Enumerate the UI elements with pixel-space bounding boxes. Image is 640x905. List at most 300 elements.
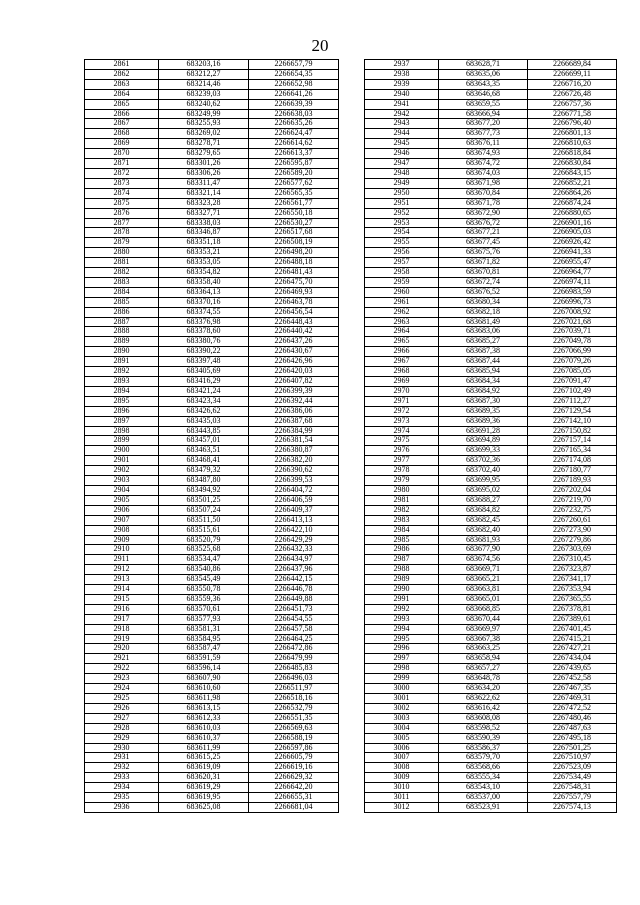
point-number-cell: 2885 <box>85 297 159 307</box>
x-coordinate-cell: 683487,80 <box>159 476 249 486</box>
table-row <box>365 89 617 99</box>
y-coordinate-cell: 2266771,58 <box>528 109 617 119</box>
table-row <box>365 416 617 426</box>
y-coordinate-cell: 2266757,36 <box>528 99 617 109</box>
table-row <box>365 763 617 773</box>
y-coordinate-cell: 2267129,54 <box>528 406 617 416</box>
point-number-cell: 2861 <box>85 60 159 70</box>
x-coordinate-cell: 683685,27 <box>439 337 528 347</box>
y-coordinate-cell: 2266481,43 <box>249 268 339 278</box>
table-row <box>365 555 617 565</box>
y-coordinate-cell: 2267472,52 <box>528 703 617 713</box>
y-coordinate-cell: 2266382,20 <box>249 456 339 466</box>
y-coordinate-cell: 2266654,35 <box>249 69 339 79</box>
point-number-cell: 3003 <box>365 713 439 723</box>
x-coordinate-cell: 683672,90 <box>439 208 528 218</box>
y-coordinate-cell: 2266442,15 <box>249 575 339 585</box>
x-coordinate-cell: 683591,59 <box>159 654 249 664</box>
point-number-cell: 2925 <box>85 694 159 704</box>
y-coordinate-cell: 2266642,20 <box>249 783 339 793</box>
x-coordinate-cell: 683534,47 <box>159 555 249 565</box>
y-coordinate-cell: 2266561,77 <box>249 198 339 208</box>
table-row <box>365 793 617 803</box>
point-number-cell: 2991 <box>365 594 439 604</box>
x-coordinate-cell: 683212,27 <box>159 69 249 79</box>
x-coordinate-cell: 683670,81 <box>439 268 528 278</box>
table-row <box>85 674 339 684</box>
point-number-cell: 2887 <box>85 317 159 327</box>
x-coordinate-cell: 683695,02 <box>439 485 528 495</box>
table-row <box>365 604 617 614</box>
table-row <box>365 248 617 258</box>
x-coordinate-cell: 683468,41 <box>159 456 249 466</box>
y-coordinate-cell: 2266614,62 <box>249 139 339 149</box>
table-row <box>85 535 339 545</box>
point-number-cell: 2866 <box>85 109 159 119</box>
x-coordinate-cell: 683507,24 <box>159 505 249 515</box>
point-number-cell: 2901 <box>85 456 159 466</box>
point-number-cell: 2993 <box>365 614 439 624</box>
table-row <box>365 783 617 793</box>
x-coordinate-cell: 683390,22 <box>159 347 249 357</box>
table-row <box>365 436 617 446</box>
point-number-cell: 2890 <box>85 347 159 357</box>
y-coordinate-cell: 2267039,71 <box>528 327 617 337</box>
point-number-cell: 2969 <box>365 377 439 387</box>
x-coordinate-cell: 683587,47 <box>159 644 249 654</box>
table-row <box>365 327 617 337</box>
point-number-cell: 3007 <box>365 753 439 763</box>
y-coordinate-cell: 2267180,77 <box>528 466 617 476</box>
table-row <box>365 575 617 585</box>
table-row <box>365 357 617 367</box>
table-row <box>85 307 339 317</box>
point-number-cell: 2896 <box>85 406 159 416</box>
point-number-cell: 2997 <box>365 654 439 664</box>
point-number-cell: 2913 <box>85 575 159 585</box>
x-coordinate-cell: 683550,78 <box>159 585 249 595</box>
x-coordinate-cell: 683545,49 <box>159 575 249 585</box>
y-coordinate-cell: 2267401,45 <box>528 624 617 634</box>
table-row <box>85 545 339 555</box>
x-coordinate-cell: 683586,37 <box>439 743 528 753</box>
table-row <box>85 436 339 446</box>
point-number-cell: 2863 <box>85 79 159 89</box>
x-coordinate-cell: 683311,47 <box>159 178 249 188</box>
point-number-cell: 3002 <box>365 703 439 713</box>
point-number-cell: 2926 <box>85 703 159 713</box>
table-row <box>365 178 617 188</box>
table-row <box>85 515 339 525</box>
x-coordinate-cell: 683619,09 <box>159 763 249 773</box>
table-row <box>365 674 617 684</box>
y-coordinate-cell: 2266440,42 <box>249 327 339 337</box>
point-number-cell: 2884 <box>85 287 159 297</box>
x-coordinate-cell: 683584,95 <box>159 634 249 644</box>
x-coordinate-cell: 683443,85 <box>159 426 249 436</box>
table-row <box>85 159 339 169</box>
table-row <box>85 555 339 565</box>
point-number-cell: 2947 <box>365 159 439 169</box>
table-row <box>365 228 617 238</box>
table-row <box>85 793 339 803</box>
table-row <box>365 644 617 654</box>
y-coordinate-cell: 2266569,63 <box>249 723 339 733</box>
table-row <box>365 238 617 248</box>
x-coordinate-cell: 683625,08 <box>159 802 249 812</box>
y-coordinate-cell: 2267534,49 <box>528 773 617 783</box>
point-number-cell: 2981 <box>365 495 439 505</box>
table-row <box>365 109 617 119</box>
table-row <box>365 60 617 70</box>
point-number-cell: 2944 <box>365 129 439 139</box>
table-row <box>85 99 339 109</box>
table-row <box>85 367 339 377</box>
point-number-cell: 2964 <box>365 327 439 337</box>
x-coordinate-cell: 683684,34 <box>439 377 528 387</box>
x-coordinate-cell: 683540,86 <box>159 565 249 575</box>
table-row <box>85 713 339 723</box>
point-number-cell: 2905 <box>85 495 159 505</box>
table-row <box>365 694 617 704</box>
table-row <box>365 69 617 79</box>
point-number-cell: 2912 <box>85 565 159 575</box>
table-row <box>85 733 339 743</box>
point-number-cell: 2902 <box>85 466 159 476</box>
table-row <box>365 743 617 753</box>
x-coordinate-cell: 683203,16 <box>159 60 249 70</box>
point-number-cell: 2911 <box>85 555 159 565</box>
point-number-cell: 2872 <box>85 168 159 178</box>
y-coordinate-cell: 2267202,04 <box>528 485 617 495</box>
y-coordinate-cell: 2266387,68 <box>249 416 339 426</box>
y-coordinate-cell: 2266639,39 <box>249 99 339 109</box>
y-coordinate-cell: 2267112,27 <box>528 396 617 406</box>
point-number-cell: 2980 <box>365 485 439 495</box>
table-row <box>365 347 617 357</box>
point-number-cell: 2936 <box>85 802 159 812</box>
x-coordinate-cell: 683405,69 <box>159 367 249 377</box>
y-coordinate-cell: 2267469,31 <box>528 694 617 704</box>
y-coordinate-cell: 2266874,24 <box>528 198 617 208</box>
y-coordinate-cell: 2266699,11 <box>528 69 617 79</box>
point-number-cell: 2951 <box>365 198 439 208</box>
point-number-cell: 2929 <box>85 733 159 743</box>
x-coordinate-cell: 683659,55 <box>439 99 528 109</box>
y-coordinate-cell: 2266619,16 <box>249 763 339 773</box>
y-coordinate-cell: 2267557,79 <box>528 793 617 803</box>
x-coordinate-cell: 683658,94 <box>439 654 528 664</box>
point-number-cell: 2921 <box>85 654 159 664</box>
x-coordinate-cell: 683423,34 <box>159 396 249 406</box>
table-row <box>365 505 617 515</box>
y-coordinate-cell: 2266457,58 <box>249 624 339 634</box>
y-coordinate-cell: 2267174,08 <box>528 456 617 466</box>
y-coordinate-cell: 2267008,92 <box>528 307 617 317</box>
x-coordinate-cell: 683677,90 <box>439 545 528 555</box>
point-number-cell: 2931 <box>85 753 159 763</box>
table-row <box>85 208 339 218</box>
point-number-cell: 2874 <box>85 188 159 198</box>
table-row <box>85 248 339 258</box>
x-coordinate-cell: 683416,29 <box>159 377 249 387</box>
point-number-cell: 2943 <box>365 119 439 129</box>
table-row <box>85 743 339 753</box>
point-number-cell: 2961 <box>365 297 439 307</box>
point-number-cell: 2999 <box>365 674 439 684</box>
x-coordinate-cell: 683663,81 <box>439 585 528 595</box>
table-row <box>365 188 617 198</box>
point-number-cell: 2988 <box>365 565 439 575</box>
point-number-cell: 2949 <box>365 178 439 188</box>
table-row <box>85 783 339 793</box>
point-number-cell: 3005 <box>365 733 439 743</box>
x-coordinate-cell: 683674,03 <box>439 168 528 178</box>
x-coordinate-cell: 683619,29 <box>159 783 249 793</box>
y-coordinate-cell: 2266635,26 <box>249 119 339 129</box>
table-row <box>85 416 339 426</box>
x-coordinate-cell: 683674,72 <box>439 159 528 169</box>
point-number-cell: 2953 <box>365 218 439 228</box>
x-coordinate-cell: 683685,94 <box>439 367 528 377</box>
point-number-cell: 2973 <box>365 416 439 426</box>
x-coordinate-cell: 683577,93 <box>159 614 249 624</box>
point-number-cell: 3009 <box>365 773 439 783</box>
x-coordinate-cell: 683240,62 <box>159 99 249 109</box>
point-number-cell: 2897 <box>85 416 159 426</box>
y-coordinate-cell: 2266432,33 <box>249 545 339 555</box>
y-coordinate-cell: 2266386,06 <box>249 406 339 416</box>
table-row <box>365 297 617 307</box>
point-number-cell: 2986 <box>365 545 439 555</box>
point-number-cell: 2989 <box>365 575 439 585</box>
y-coordinate-cell: 2267049,78 <box>528 337 617 347</box>
table-row <box>365 456 617 466</box>
point-number-cell: 2968 <box>365 367 439 377</box>
x-coordinate-cell: 683684,92 <box>439 386 528 396</box>
y-coordinate-cell: 2266689,84 <box>528 60 617 70</box>
x-coordinate-cell: 683622,62 <box>439 694 528 704</box>
table-row <box>85 258 339 268</box>
table-row <box>365 525 617 535</box>
table-row <box>365 218 617 228</box>
x-coordinate-cell: 683646,68 <box>439 89 528 99</box>
y-coordinate-cell: 2266446,78 <box>249 585 339 595</box>
y-coordinate-cell: 2266901,16 <box>528 218 617 228</box>
y-coordinate-cell: 2266657,79 <box>249 60 339 70</box>
point-number-cell: 2941 <box>365 99 439 109</box>
x-coordinate-cell: 683610,37 <box>159 733 249 743</box>
point-number-cell: 2967 <box>365 357 439 367</box>
y-coordinate-cell: 2267303,69 <box>528 545 617 555</box>
table-row <box>85 723 339 733</box>
point-number-cell: 3008 <box>365 763 439 773</box>
y-coordinate-cell: 2267323,87 <box>528 565 617 575</box>
x-coordinate-cell: 683635,06 <box>439 69 528 79</box>
x-coordinate-cell: 683327,71 <box>159 208 249 218</box>
x-coordinate-cell: 683677,21 <box>439 228 528 238</box>
point-number-cell: 3004 <box>365 723 439 733</box>
table-row <box>365 624 617 634</box>
point-number-cell: 2864 <box>85 89 159 99</box>
y-coordinate-cell: 2267150,82 <box>528 426 617 436</box>
x-coordinate-cell: 683596,14 <box>159 664 249 674</box>
y-coordinate-cell: 2266430,67 <box>249 347 339 357</box>
y-coordinate-cell: 2266456,54 <box>249 307 339 317</box>
table-row <box>365 485 617 495</box>
table-row <box>85 426 339 436</box>
y-coordinate-cell: 2266437,96 <box>249 565 339 575</box>
y-coordinate-cell: 2266437,26 <box>249 337 339 347</box>
table-row <box>365 733 617 743</box>
y-coordinate-cell: 2266381,54 <box>249 436 339 446</box>
x-coordinate-cell: 683358,40 <box>159 277 249 287</box>
table-row <box>85 149 339 159</box>
table-row <box>85 297 339 307</box>
x-coordinate-cell: 683612,33 <box>159 713 249 723</box>
point-number-cell: 2923 <box>85 674 159 684</box>
y-coordinate-cell: 2266472,86 <box>249 644 339 654</box>
x-coordinate-cell: 683494,92 <box>159 485 249 495</box>
y-coordinate-cell: 2266384,99 <box>249 426 339 436</box>
table-row <box>85 466 339 476</box>
table-row <box>85 694 339 704</box>
table-row <box>85 703 339 713</box>
y-coordinate-cell: 2267066,99 <box>528 347 617 357</box>
y-coordinate-cell: 2266852,21 <box>528 178 617 188</box>
table-row <box>365 159 617 169</box>
x-coordinate-cell: 683694,89 <box>439 436 528 446</box>
x-coordinate-cell: 683702,40 <box>439 466 528 476</box>
coordinates-table-left <box>84 59 339 813</box>
x-coordinate-cell: 683682,45 <box>439 515 528 525</box>
point-number-cell: 2906 <box>85 505 159 515</box>
y-coordinate-cell: 2267232,75 <box>528 505 617 515</box>
x-coordinate-cell: 683681,49 <box>439 317 528 327</box>
point-number-cell: 2893 <box>85 377 159 387</box>
point-number-cell: 2952 <box>365 208 439 218</box>
table-row <box>365 367 617 377</box>
table-row <box>85 773 339 783</box>
point-number-cell: 2914 <box>85 585 159 595</box>
point-number-cell: 2987 <box>365 555 439 565</box>
y-coordinate-cell: 2266449,88 <box>249 594 339 604</box>
table-row <box>365 99 617 109</box>
x-coordinate-cell: 683684,82 <box>439 505 528 515</box>
x-coordinate-cell: 683634,20 <box>439 684 528 694</box>
y-coordinate-cell: 2266409,37 <box>249 505 339 515</box>
x-coordinate-cell: 683463,51 <box>159 446 249 456</box>
point-number-cell: 2918 <box>85 624 159 634</box>
y-coordinate-cell: 2266652,98 <box>249 79 339 89</box>
point-number-cell: 2972 <box>365 406 439 416</box>
x-coordinate-cell: 683665,01 <box>439 594 528 604</box>
point-number-cell: 3012 <box>365 802 439 812</box>
y-coordinate-cell: 2266830,84 <box>528 159 617 169</box>
table-row <box>85 228 339 238</box>
point-number-cell: 2990 <box>365 585 439 595</box>
y-coordinate-cell: 2266641,26 <box>249 89 339 99</box>
x-coordinate-cell: 683279,65 <box>159 149 249 159</box>
point-number-cell: 2881 <box>85 258 159 268</box>
y-coordinate-cell: 2266726,48 <box>528 89 617 99</box>
point-number-cell: 2886 <box>85 307 159 317</box>
point-number-cell: 2927 <box>85 713 159 723</box>
y-coordinate-cell: 2266479,99 <box>249 654 339 664</box>
y-coordinate-cell: 2267273,90 <box>528 525 617 535</box>
x-coordinate-cell: 683675,76 <box>439 248 528 258</box>
y-coordinate-cell: 2266681,04 <box>249 802 339 812</box>
x-coordinate-cell: 683511,50 <box>159 515 249 525</box>
y-coordinate-cell: 2267157,14 <box>528 436 617 446</box>
point-number-cell: 2883 <box>85 277 159 287</box>
y-coordinate-cell: 2266638,03 <box>249 109 339 119</box>
table-row <box>365 198 617 208</box>
x-coordinate-cell: 683568,66 <box>439 763 528 773</box>
y-coordinate-cell: 2266475,70 <box>249 277 339 287</box>
table-row <box>85 585 339 595</box>
table-row <box>85 485 339 495</box>
point-number-cell: 2898 <box>85 426 159 436</box>
y-coordinate-cell: 2266880,65 <box>528 208 617 218</box>
y-coordinate-cell: 2266404,72 <box>249 485 339 495</box>
table-row <box>365 287 617 297</box>
y-coordinate-cell: 2267260,61 <box>528 515 617 525</box>
table-row <box>85 802 339 812</box>
table-row <box>85 456 339 466</box>
y-coordinate-cell: 2266530,27 <box>249 218 339 228</box>
table-row <box>85 89 339 99</box>
x-coordinate-cell: 683674,56 <box>439 555 528 565</box>
y-coordinate-cell: 2267021,68 <box>528 317 617 327</box>
y-coordinate-cell: 2267079,26 <box>528 357 617 367</box>
y-coordinate-cell: 2266577,62 <box>249 178 339 188</box>
y-coordinate-cell: 2267091,47 <box>528 377 617 387</box>
point-number-cell: 3006 <box>365 743 439 753</box>
y-coordinate-cell: 2266550,18 <box>249 208 339 218</box>
point-number-cell: 2970 <box>365 386 439 396</box>
y-coordinate-cell: 2267165,34 <box>528 446 617 456</box>
x-coordinate-cell: 683699,95 <box>439 476 528 486</box>
y-coordinate-cell: 2266511,97 <box>249 684 339 694</box>
point-number-cell: 2867 <box>85 119 159 129</box>
x-coordinate-cell: 683378,60 <box>159 327 249 337</box>
y-coordinate-cell: 2267189,93 <box>528 476 617 486</box>
y-coordinate-cell: 2266392,44 <box>249 396 339 406</box>
x-coordinate-cell: 683666,94 <box>439 109 528 119</box>
x-coordinate-cell: 683570,61 <box>159 604 249 614</box>
point-number-cell: 2922 <box>85 664 159 674</box>
point-number-cell: 2930 <box>85 743 159 753</box>
table-row <box>85 347 339 357</box>
table-row <box>85 505 339 515</box>
table-row <box>85 753 339 763</box>
x-coordinate-cell: 683681,93 <box>439 535 528 545</box>
x-coordinate-cell: 683628,71 <box>439 60 528 70</box>
x-coordinate-cell: 683613,15 <box>159 703 249 713</box>
y-coordinate-cell: 2267452,58 <box>528 674 617 684</box>
table-row <box>365 773 617 783</box>
table-row <box>365 139 617 149</box>
x-coordinate-cell: 683688,27 <box>439 495 528 505</box>
table-row <box>365 753 617 763</box>
table-row <box>365 515 617 525</box>
x-coordinate-cell: 683353,05 <box>159 258 249 268</box>
x-coordinate-cell: 683677,20 <box>439 119 528 129</box>
x-coordinate-cell: 683669,97 <box>439 624 528 634</box>
x-coordinate-cell: 683351,18 <box>159 238 249 248</box>
table-row <box>365 208 617 218</box>
